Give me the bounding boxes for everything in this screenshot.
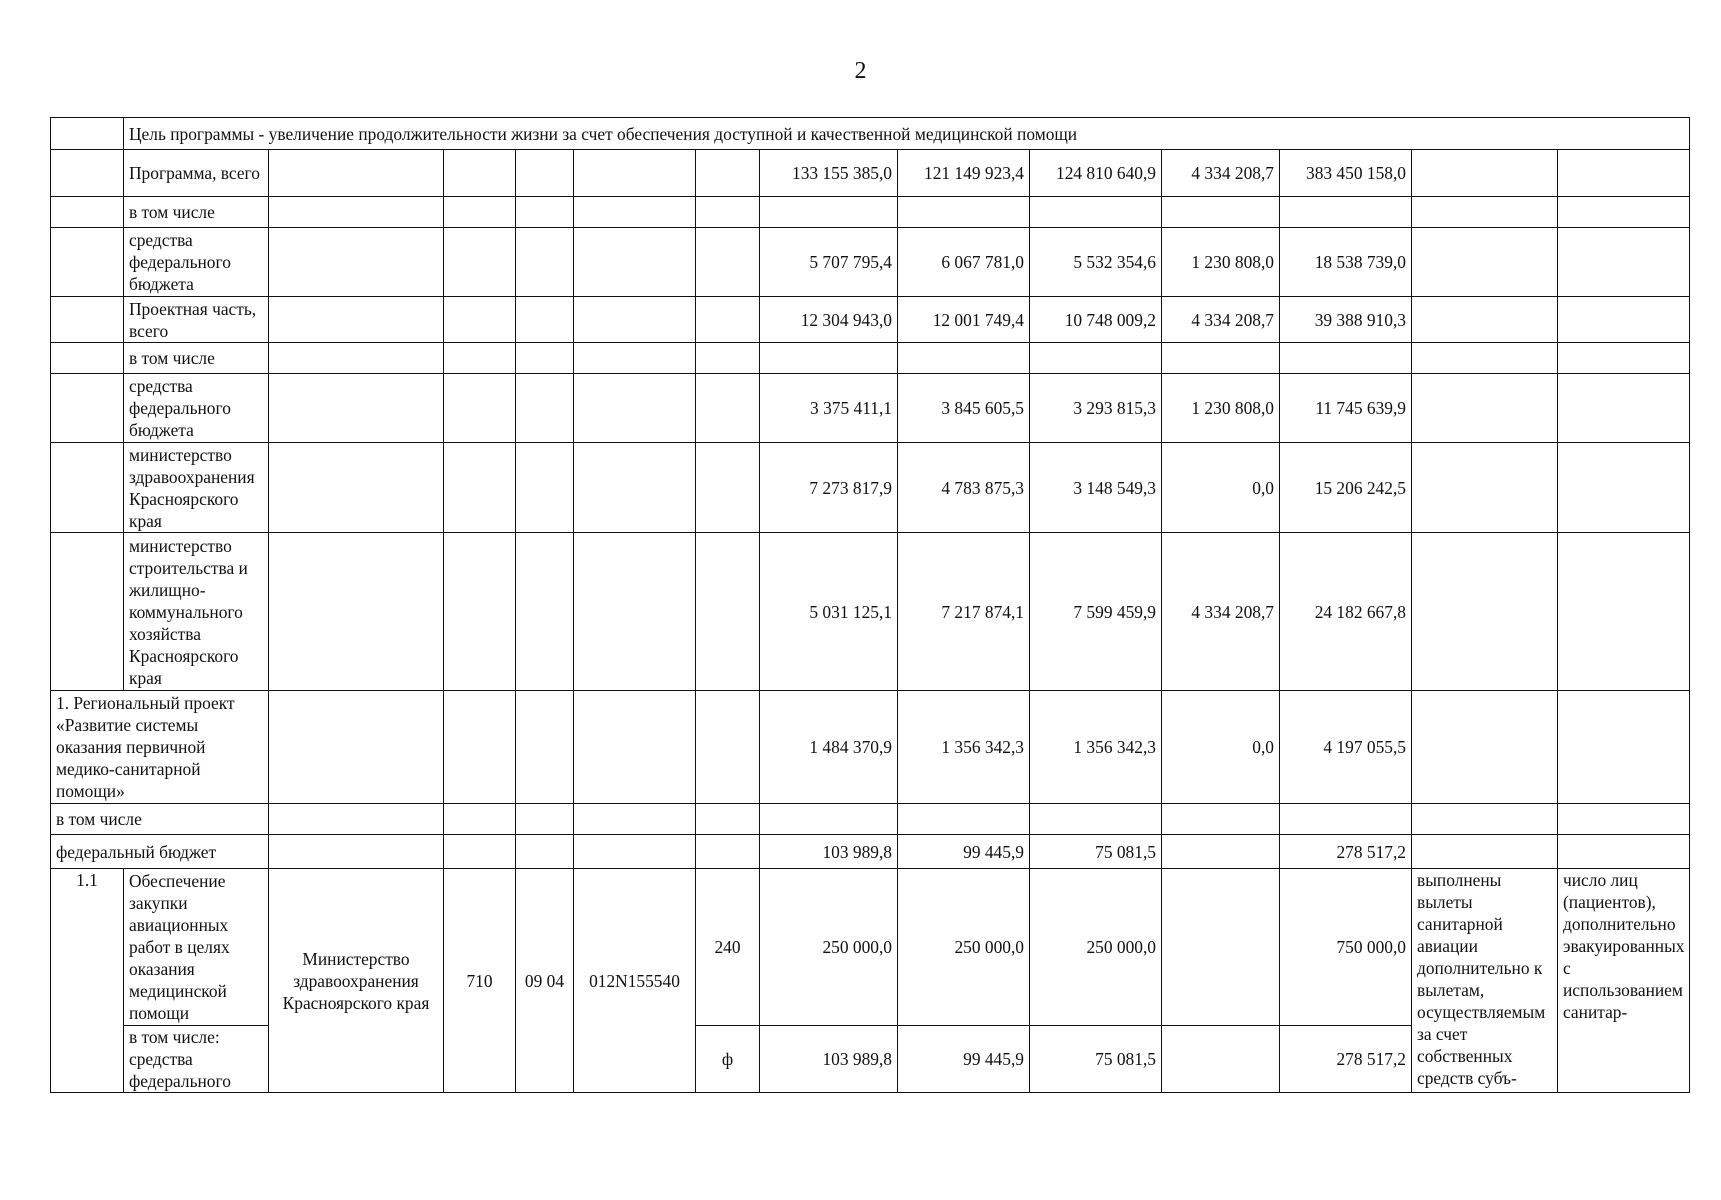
year2-value: 121 149 923,4 [898,150,1030,197]
table-row [51,374,1690,443]
table-row [51,197,1690,228]
row-label: федеральный бюджет [51,835,269,869]
total-value: 278 517,2 [1280,835,1412,869]
table-row [51,804,1690,835]
vr-code: 240 [696,869,760,1026]
executor: Министерство здравоохранения Красноярского края [269,869,444,1093]
grbs-code: 710 [444,869,516,1093]
indicator: число лиц (пациентов), дополнительно эвакуированных с использованием санитар- [1558,869,1690,1093]
year2-value: 12 001 749,4 [898,297,1030,343]
year1-value: 12 304 943,0 [760,297,898,343]
year4-value: 0,0 [1162,443,1280,533]
total-value: 18 538 739,0 [1280,228,1412,297]
year2-value: 3 845 605,5 [898,374,1030,443]
row-label: Проектная часть, всего [124,297,269,343]
year2-value: 4 783 875,3 [898,443,1030,533]
row-label: в том числе [124,197,269,228]
year2-value: 250 000,0 [898,869,1030,1026]
year2-value: 1 356 342,3 [898,691,1030,804]
total-value: 383 450 158,0 [1280,150,1412,197]
year1-value: 103 989,8 [760,835,898,869]
year4-value: 1 230 808,0 [1162,374,1280,443]
year3-value: 7 599 459,9 [1030,533,1162,691]
year1-value: 3 375 411,1 [760,374,898,443]
row-label: Программа, всего [124,150,269,197]
year1-value: 5 031 125,1 [760,533,898,691]
year3-value: 75 081,5 [1030,1026,1162,1093]
year1-value: 7 273 817,9 [760,443,898,533]
table-row [51,297,1690,343]
year3-value: 3 293 815,3 [1030,374,1162,443]
total-value: 11 745 639,9 [1280,374,1412,443]
year3-value: 250 000,0 [1030,869,1162,1026]
table-row [51,150,1690,197]
year3-value: 1 356 342,3 [1030,691,1162,804]
total-value: 15 206 242,5 [1280,443,1412,533]
budget-table [50,117,1690,1093]
row-label: в том числе [124,343,269,374]
year2-value: 6 067 781,0 [898,228,1030,297]
row-label: министерство строительства и жилищно-коммунального хозяйства Красноярского края [124,533,269,691]
year1-value: 5 707 795,4 [760,228,898,297]
year1-value: 133 155 385,0 [760,150,898,197]
row-label: в том числе [51,804,269,835]
year2-value: 99 445,9 [898,835,1030,869]
year1-value: 1 484 370,9 [760,691,898,804]
year3-value: 124 810 640,9 [1030,150,1162,197]
year2-value: 99 445,9 [898,1026,1030,1093]
year1-value: 250 000,0 [760,869,898,1026]
year4-value: 1 230 808,0 [1162,228,1280,297]
year3-value: 75 081,5 [1030,835,1162,869]
year3-value: 3 148 549,3 [1030,443,1162,533]
table-row [51,443,1690,533]
rzpr-code: 09 04 [516,869,574,1093]
table-row [51,228,1690,297]
year4-value: 4 334 208,7 [1162,297,1280,343]
row-label: средства федерального бюджета [124,228,269,297]
project-row [51,691,1690,804]
row-label: министерство здравоохранения Красноярского края [124,443,269,533]
year4-value: 4 334 208,7 [1162,533,1280,691]
federal-budget-row [51,835,1690,869]
goal-text: Цель программы - увеличение продолжительности жизни за счет обеспечения доступной и качественной медицинской помощи [124,118,1690,150]
csr-code: 012N155540 [574,869,696,1093]
year2-value: 7 217 874,1 [898,533,1030,691]
year4-value: 0,0 [1162,691,1280,804]
year4-value: 4 334 208,7 [1162,150,1280,197]
total-value: 4 197 055,5 [1280,691,1412,804]
table-row [51,343,1690,374]
item-number: 1.1 [51,869,124,1093]
year3-value: 10 748 009,2 [1030,297,1162,343]
row-label: в том числе: средства федерального [124,1026,269,1093]
year3-value: 5 532 354,6 [1030,228,1162,297]
row-label: средства федерального бюджета [124,374,269,443]
total-value: 750 000,0 [1280,869,1412,1026]
table-row [51,533,1690,691]
project-label: 1. Региональный проект «Развитие системы оказания первичной медико-санитарной помощи» [51,691,269,804]
total-value: 24 182 667,8 [1280,533,1412,691]
year1-value: 103 989,8 [760,1026,898,1093]
total-value: 278 517,2 [1280,1026,1412,1093]
item-name: Обеспечение закупки авиационных работ в целях оказания медицинской помощи [124,869,269,1026]
item-row [51,869,1690,1026]
page-number: 2 [854,58,867,84]
total-value: 39 388 910,3 [1280,297,1412,343]
goal-row [51,118,1690,150]
vr-code: ф [696,1026,760,1093]
expected-result: выполнены вылеты санитарной авиации дополнительно к вылетам, осуществляемым за счет собственных средств субъ- [1412,869,1558,1093]
